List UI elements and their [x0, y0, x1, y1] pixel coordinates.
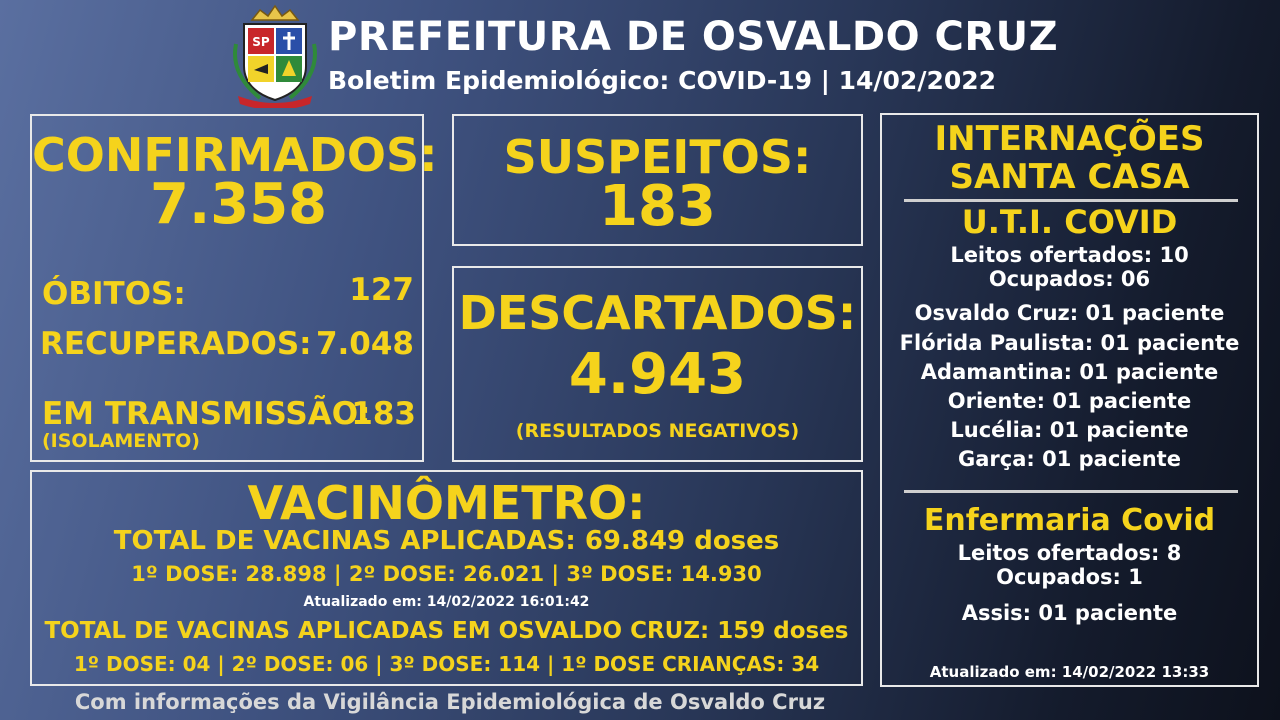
transmission-note: (ISOLAMENTO) — [42, 430, 200, 452]
transmission-value: 183 — [351, 396, 416, 432]
hospital-panel — [880, 113, 1259, 687]
deaths-value: 127 — [349, 272, 414, 308]
suspects-value: 183 — [599, 174, 716, 239]
ward-occupied: Ocupados: 1 — [996, 565, 1143, 589]
suspects-label: SUSPEITOS: — [503, 130, 812, 184]
page-title: PREFEITURA DE OSVALDO CRUZ — [328, 14, 1059, 60]
patient-item: Flórida Paulista: 01 paciente — [899, 331, 1240, 355]
vaccine-doses: 1º DOSE: 28.898 | 2º DOSE: 26.021 | 3º DOSE: 14.930 — [131, 562, 762, 586]
hospital-title-line1: INTERNAÇÕES — [934, 119, 1205, 159]
uti-occupied: Ocupados: 06 — [988, 267, 1151, 291]
patient-item: Lucélia: 01 paciente — [950, 418, 1189, 442]
patient-item: Adamantina: 01 paciente — [920, 360, 1219, 384]
city-crest-icon — [230, 4, 320, 108]
uti-beds: Leitos ofertados: 10 — [950, 243, 1189, 267]
patient-item: Oriente: 01 paciente — [947, 389, 1192, 413]
deaths-label: ÓBITOS: — [42, 276, 186, 312]
ward-beds: Leitos ofertados: 8 — [957, 541, 1182, 565]
vaccine-updated: Atualizado em: 14/02/2022 16:01:42 — [303, 594, 590, 610]
confirmed-value: 7.358 — [150, 172, 328, 237]
uti-title: U.T.I. COVID — [961, 203, 1178, 241]
ward-title: Enfermaria Covid — [923, 503, 1216, 538]
confirmed-panel — [30, 114, 438, 462]
transmission-label: EM TRANSMISSÃO: — [42, 396, 371, 432]
confirmed-label: CONFIRMADOS: — [32, 128, 438, 182]
recovered-label: RECUPERADOS: — [40, 326, 312, 362]
ward-patient: Assis: 01 paciente — [961, 601, 1178, 625]
hospital-updated: Atualizado em: 14/02/2022 13:33 — [929, 663, 1210, 681]
discarded-panel — [452, 266, 863, 462]
vaccine-city-total: TOTAL DE VACINAS APLICADAS EM OSVALDO CRUZ: 159 doses — [44, 618, 849, 644]
patient-item: Osvaldo Cruz: 01 paciente — [914, 301, 1225, 325]
suspects-panel — [452, 114, 863, 246]
hospital-title-line2: SANTA CASA — [949, 157, 1190, 197]
vaccine-panel — [30, 470, 863, 686]
recovered-value: 7.048 — [315, 326, 414, 362]
patient-item: Garça: 01 paciente — [958, 447, 1181, 471]
vaccine-title: VACINÔMETRO: — [247, 476, 646, 530]
discarded-note: (RESULTADOS NEGATIVOS) — [515, 420, 800, 442]
divider — [904, 490, 1238, 493]
divider — [904, 199, 1238, 202]
discarded-value: 4.943 — [568, 342, 747, 407]
vaccine-total: TOTAL DE VACINAS APLICADAS: 69.849 doses — [113, 526, 780, 556]
page-subtitle: Boletim Epidemiológico: COVID-19 | 14/02/2022 — [328, 66, 997, 95]
vaccine-city-doses: 1º DOSE: 04 | 2º DOSE: 06 | 3º DOSE: 114 | 1º DOSE CRIANÇAS: 34 — [73, 652, 820, 676]
crest-monogram: SP — [252, 35, 270, 49]
footer-source: Com informações da Vigilância Epidemiológica de Osvaldo Cruz — [74, 690, 826, 714]
discarded-label: DESCARTADOS: — [458, 286, 857, 340]
